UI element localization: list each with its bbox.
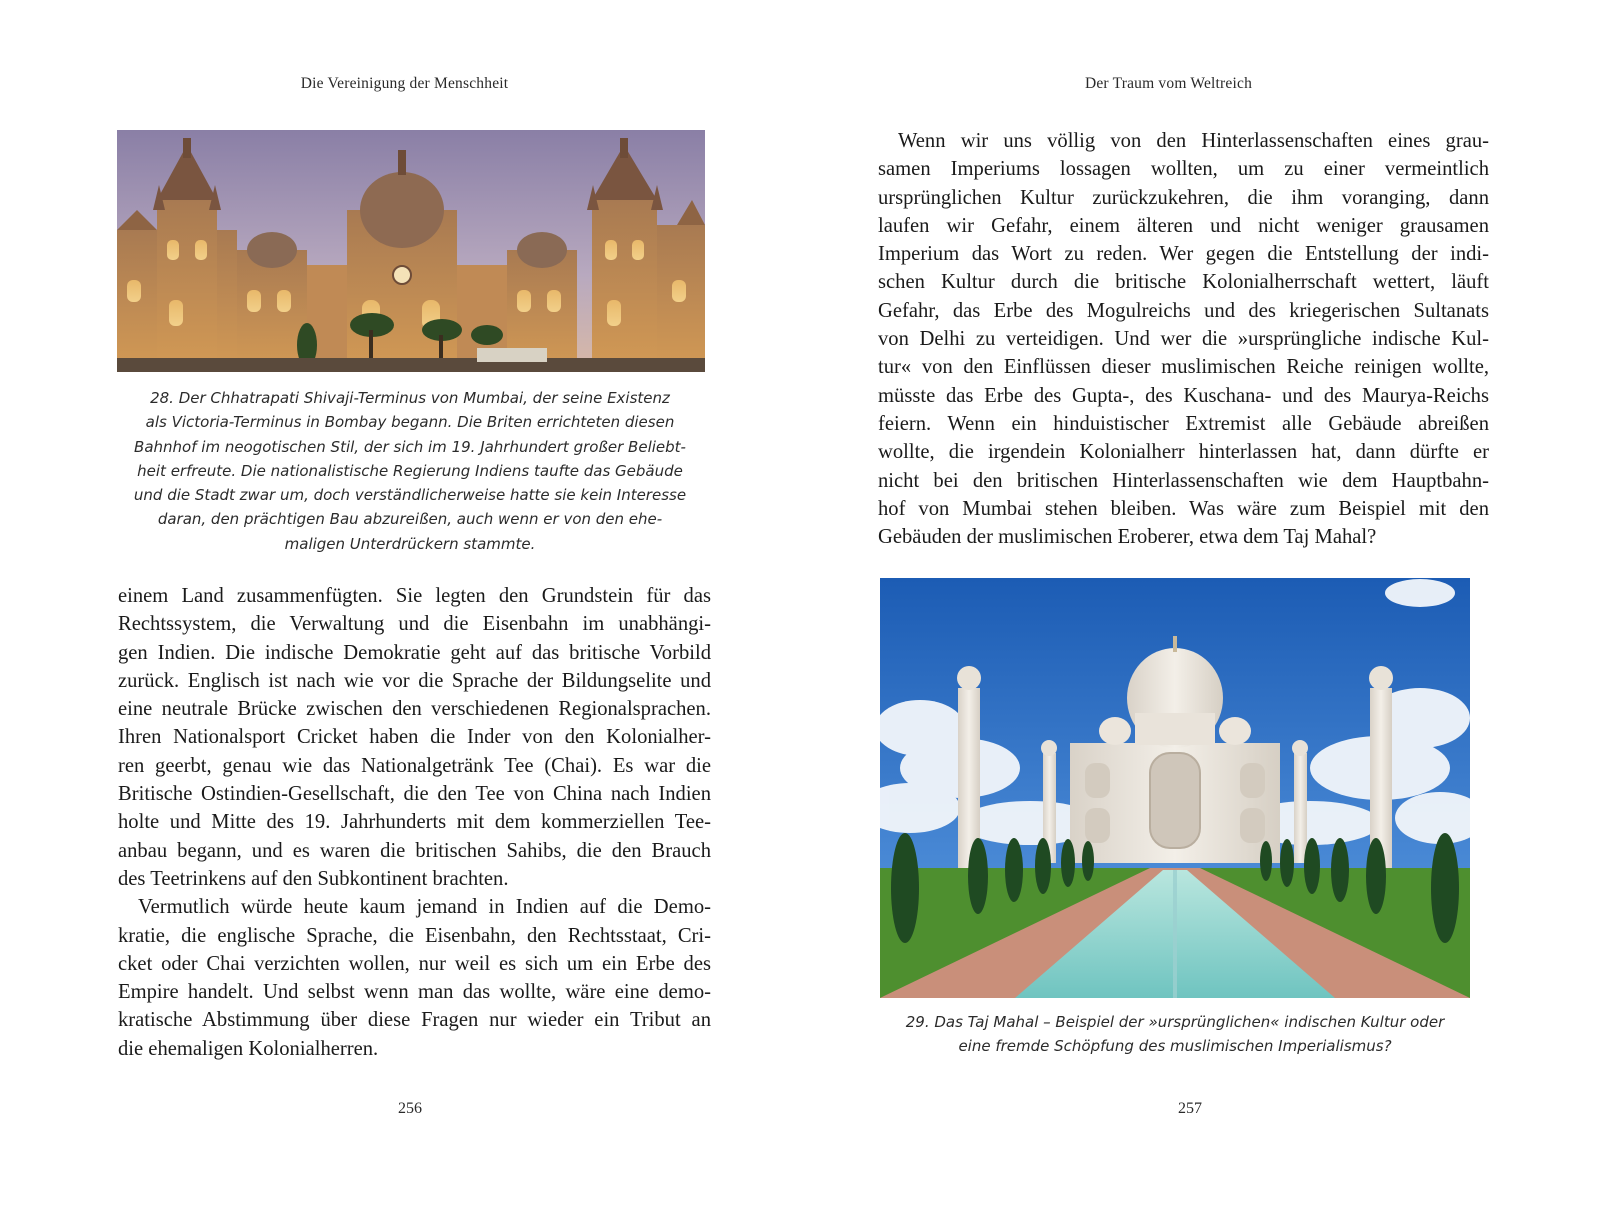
figure-caption-28 bbox=[116, 386, 704, 556]
running-head-right: Der Traum vom Weltreich bbox=[1084, 75, 1253, 92]
text-line: von Delhi zu verteidigen. Und wer die »ursprüngliche indische Kul- bbox=[878, 328, 1489, 351]
text-line: zurück. Englisch ist nach wie vor die Sprache der Bildungselite und bbox=[118, 669, 711, 692]
caption-line: 29. Das Taj Mahal – Beispiel der »ursprünglichen« indischen Kultur oder bbox=[905, 1013, 1445, 1031]
text-line: Gefahr, das Erbe des Mogulreichs und des kriegerischen Sultanats bbox=[878, 299, 1489, 322]
text-line: wollte, die irgendein Kolonialherr hinterlassen hat, dann dürfte er bbox=[878, 441, 1489, 464]
text-line: nicht bei den britischen Hinterlassenschaften wie dem Hauptbahn- bbox=[878, 469, 1489, 492]
text-line: holte und Mitte des 19. Jahrhunderts mit dem kommerziellen Tee- bbox=[118, 811, 711, 834]
text-line: müsste das Erbe des Gupta-, des Kuschana- und des Maurya-Reichs bbox=[878, 384, 1489, 407]
text-line: Wenn wir uns völlig von den Hinterlassenschaften eines grau- bbox=[898, 130, 1489, 152]
text-line: Britische Ostindien-Gesellschaft, die den Tee von China nach Indien bbox=[118, 783, 711, 806]
text-line: feiern. Wenn ein hinduistischer Extremist alle Gebäude abreißen bbox=[878, 412, 1489, 435]
page-number-right: 257 bbox=[1178, 1100, 1202, 1117]
text-line: samen Imperiums lossagen wollten, um zu einer vermeintlich bbox=[878, 158, 1489, 181]
caption-line: 28. Der Chhatrapati Shivaji-Terminus von Mumbai, der seine Existenz bbox=[150, 389, 670, 407]
text-line: cket oder Chai verzichten wollen, nur weil es sich um ein Erbe des bbox=[118, 952, 711, 975]
text-line: gen Indien. Die indische Demokratie geht auf das britische Vorbild bbox=[118, 641, 711, 664]
running-head-left: Die Vereinigung der Menschheit bbox=[300, 75, 509, 92]
text-line: Empire handelt. Und selbst wenn man das wollte, wäre eine demo- bbox=[118, 981, 711, 1004]
text-line: einem Land zusammenfügten. Sie legten den Grundstein für das bbox=[118, 585, 711, 607]
text-line: ursprünglichen Kultur zurückzukehren, die ihm voranging, dann bbox=[878, 186, 1489, 209]
text-line: schen Kultur durch die britische Kolonialherrschaft wettert, läuft bbox=[878, 271, 1489, 294]
caption-line: heit erfreute. Die nationalistische Regierung Indiens taufte das Gebäude bbox=[137, 461, 683, 480]
text-line: Gebäuden der muslimischen Eroberer, etwa dem Taj Mahal? bbox=[878, 526, 1377, 549]
text-line: Rechtssystem, die Verwaltung und die Eisenbahn im unabhängi- bbox=[118, 613, 711, 636]
caption-line: und die Stadt zwar um, doch verständlicherweise hatte sie kein Interesse bbox=[133, 486, 687, 505]
text-line: kratie, die englische Sprache, die Eisenbahn, den Rechtsstaat, Cri- bbox=[118, 924, 711, 947]
text-line: des Teetrinkens auf den Subkontinent brachten. bbox=[118, 867, 509, 890]
text-line: Vermutlich würde heute kaum jemand in Indien auf die Demo- bbox=[138, 896, 711, 919]
taj-mahal-photo bbox=[880, 578, 1470, 998]
text-line: die ehemaligen Kolonialherren. bbox=[118, 1037, 379, 1060]
body-text-right bbox=[878, 127, 1489, 551]
body-text-left bbox=[118, 582, 711, 1063]
terminus-photo bbox=[117, 130, 705, 372]
text-line: eine neutrale Brücke zwischen den verschiedenen Regionalsprachen. bbox=[118, 698, 711, 721]
figure-caption-29 bbox=[880, 1010, 1470, 1059]
caption-line: eine fremde Schöpfung des muslimischen Imperialismus? bbox=[958, 1037, 1392, 1056]
caption-line: Bahnhof im neogotischen Stil, der sich im 19. Jahrhundert großer Beliebt- bbox=[134, 437, 686, 456]
text-line: anbau begann, und es waren die britischen Sahibs, die den Brauch bbox=[118, 839, 711, 862]
text-line: kratische Abstimmung über diese Fragen nur wieder ein Tribut an bbox=[118, 1009, 711, 1032]
text-line: Ihren Nationalsport Cricket haben die Inder von den Kolonialher- bbox=[118, 726, 711, 749]
caption-line: daran, den prächtigen Bau abzureißen, auch wenn er von den ehe- bbox=[157, 510, 663, 529]
caption-line: maligen Unterdrückern stammte. bbox=[284, 534, 536, 553]
text-line: tur« von den Einflüssen dieser muslimischen Reiche reinigen wollte, bbox=[878, 356, 1489, 379]
caption-line: als Victoria-Terminus in Bombay begann. Die Briten errichteten diesen bbox=[145, 413, 675, 432]
text-line: Imperium das Wort zu reden. Wer gegen die Entstellung der indi- bbox=[878, 243, 1489, 266]
text-line: ren geerbt, genau wie das Nationalgetränk Tee (Chai). Es war die bbox=[118, 754, 711, 777]
page-number-left: 256 bbox=[398, 1100, 422, 1117]
text-line: laufen wir Gefahr, einem älteren und nicht weniger grausamen bbox=[878, 214, 1489, 237]
text-line: hof von Mumbai stehen bleiben. Was wäre zum Beispiel mit den bbox=[878, 497, 1489, 520]
